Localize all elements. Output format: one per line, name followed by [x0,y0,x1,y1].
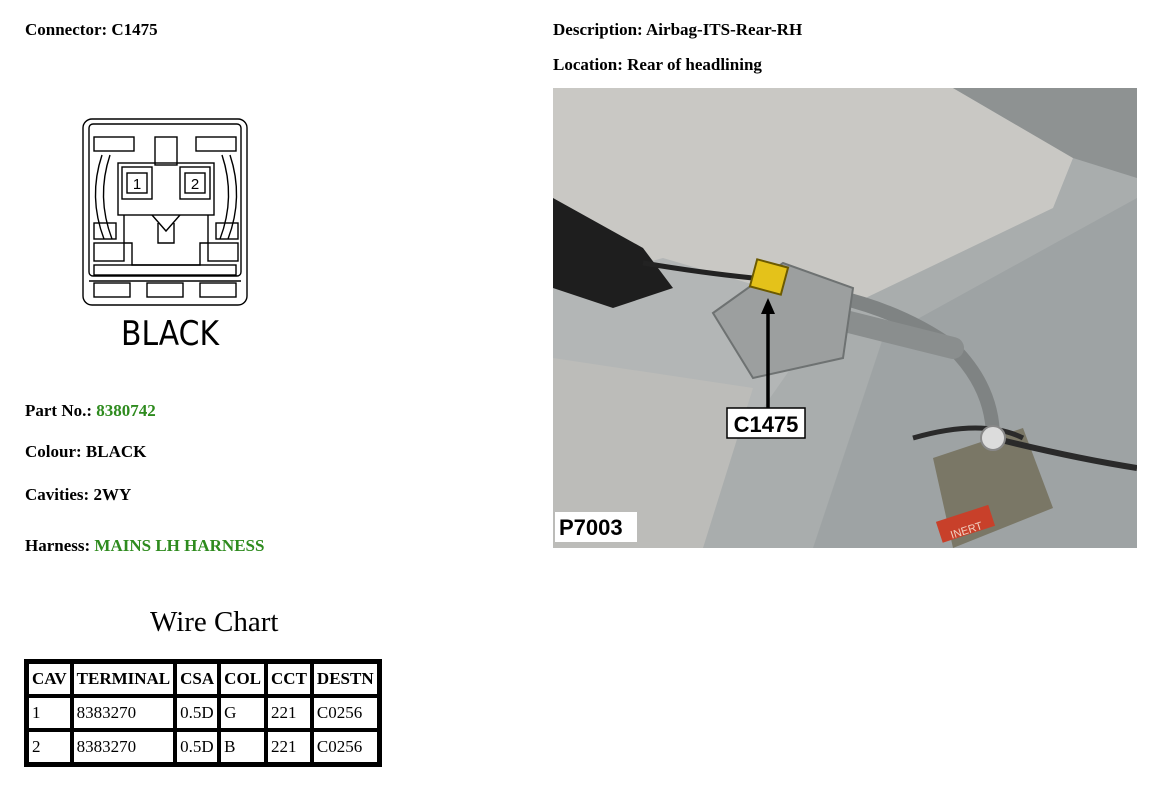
part-no-label: Part No.: [25,401,93,420]
c1475-callout: C1475 [733,412,799,437]
part-no-field [25,401,156,421]
connector-label: Connector: [25,20,108,39]
connector-value: C1475 [111,20,158,39]
cell-terminal: 8383270 [72,696,176,730]
location-photo [553,88,1137,548]
cell-destn: C0256 [312,696,379,730]
photo-figure-id: P7003 [559,515,623,540]
table-header-row [27,662,379,696]
cell-destn: C0256 [312,730,379,764]
cell-cct: 221 [266,730,312,764]
harness-link[interactable]: MAINS LH HARNESS [94,536,265,555]
harness-label: Harness: [25,536,91,555]
description-label: Description: [553,20,643,39]
drawing-colour-caption: BLACK [121,314,221,354]
cell-cct: 221 [266,696,312,730]
description-field [553,20,802,40]
description-value: Airbag-ITS-Rear-RH [646,20,803,39]
cell-csa: 0.5D [175,696,219,730]
wire-chart-title: Wire Chart [150,606,279,638]
cell-terminal: 8383270 [72,730,176,764]
colour-value: BLACK [85,442,147,461]
header-csa: CSA [175,662,219,696]
header-cct: CCT [266,662,312,696]
header-terminal: TERMINAL [72,662,176,696]
pin-1-number: 1 [132,176,142,193]
location-field [553,55,762,75]
table-row [27,696,379,730]
harness-field [25,536,264,556]
cavities-label: Cavities: [25,485,90,504]
pin-2-number: 2 [190,176,200,193]
inert-sticker-text: INERT [949,520,985,542]
cell-cav: 2 [27,730,72,764]
wire-chart-table [24,659,382,767]
colour-field [25,442,146,462]
location-photo-scene [553,88,1137,548]
colour-label: Colour: [25,442,82,461]
header-cav: CAV [27,662,72,696]
cell-col: G [219,696,266,730]
location-label: Location: [553,55,623,74]
header-destn: DESTN [312,662,379,696]
part-no-link[interactable]: 8380742 [96,401,156,420]
cell-csa: 0.5D [175,730,219,764]
cavities-field [25,485,131,505]
cell-col: B [219,730,266,764]
connector-field [25,20,158,40]
cell-cav: 1 [27,696,72,730]
cavities-value: 2WY [93,485,132,504]
connector-face-drawing [80,115,252,355]
header-col: COL [219,662,266,696]
table-row [27,730,379,764]
location-value: Rear of headlining [627,55,762,74]
